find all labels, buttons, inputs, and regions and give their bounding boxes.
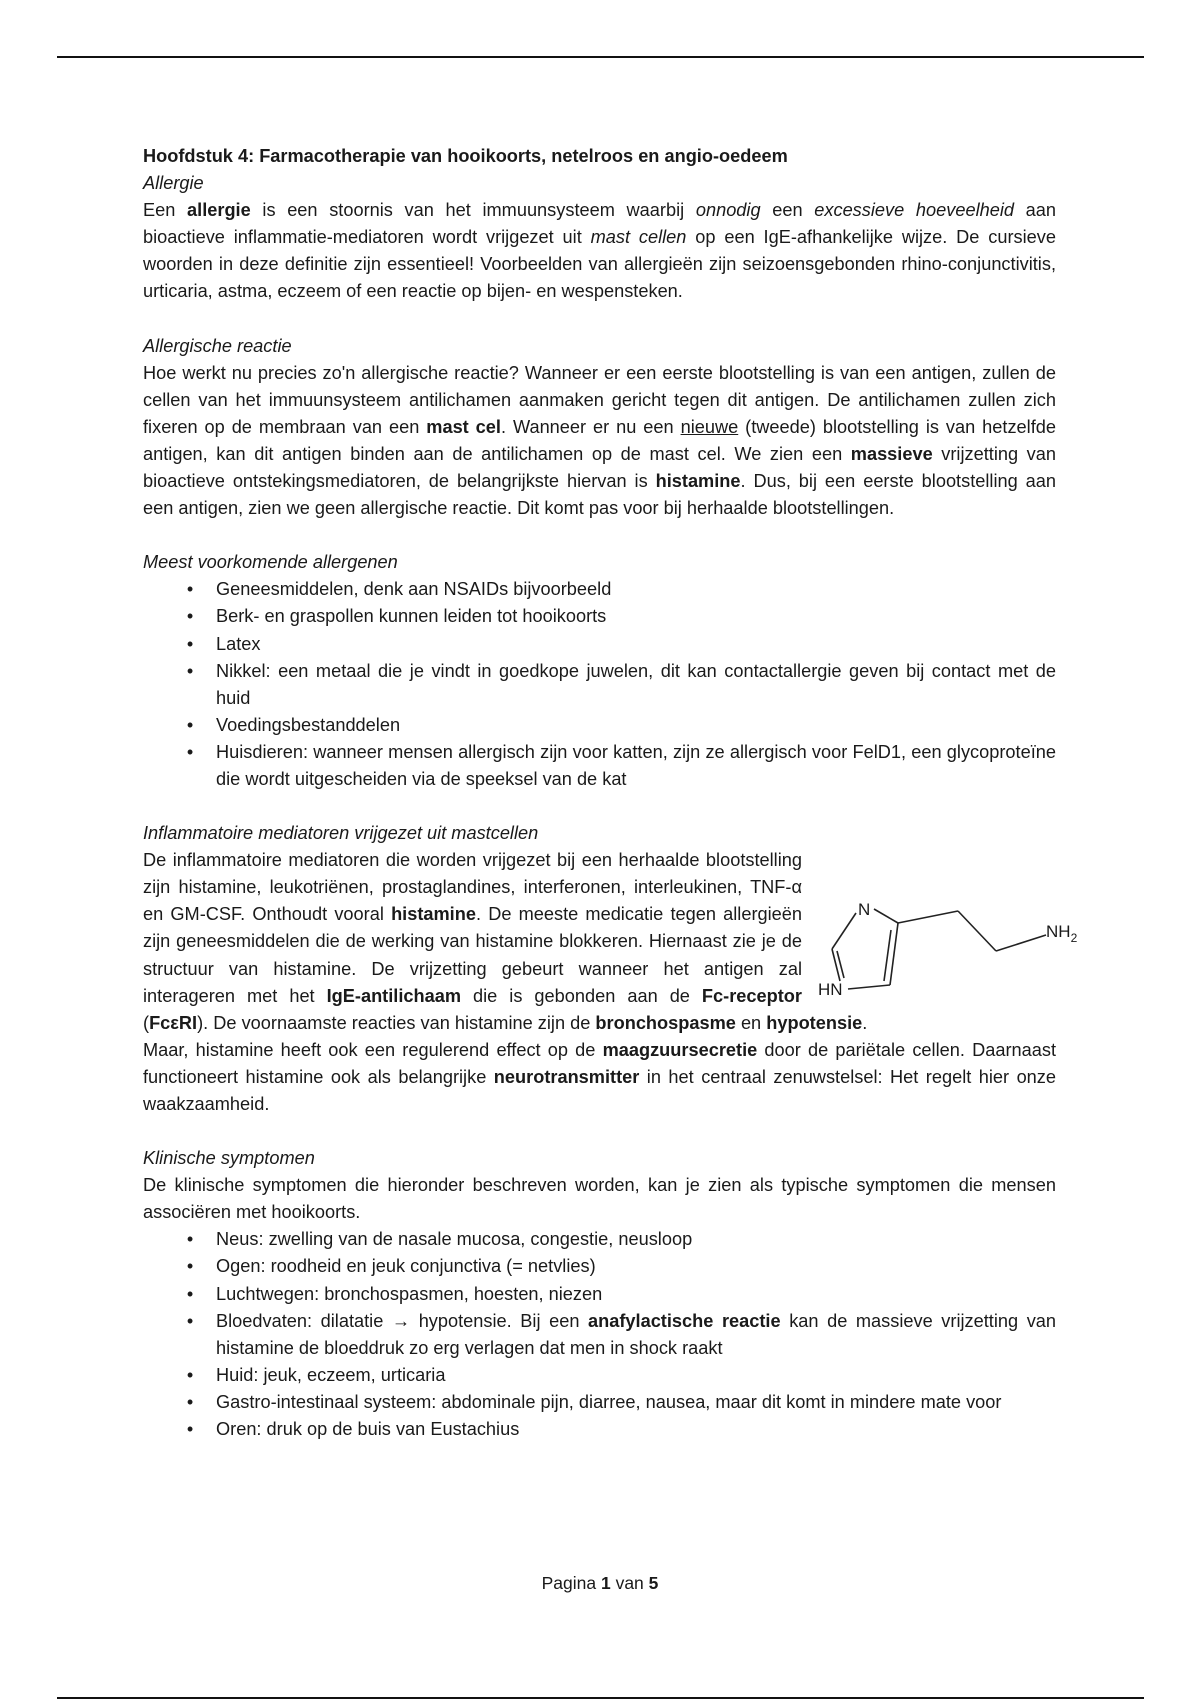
bullet-icon: •: [186, 1419, 194, 1440]
allergie-paragraph: Een allergie is een stoornis van het immuunsysteem waarbij onnodig een excessieve hoeveelheid aan bioactieve inflammatie-mediatoren wordt vrijgezet uit mast cellen op een IgE-afhankelijke wijze. De cursieve woorden in deze definitie zijn essentieel! Voorbeelden van allergieën zijn seizoensgebonden rhino-conjunctivitis, urticaria, astma, eczeem of een reactie op bijen- en wespensteken.: [143, 200, 1057, 302]
allergenen-list: [143, 576, 1056, 793]
list-item: • Luchtwegen: bronchospasmen, hoesten, niezen: [143, 1281, 1056, 1308]
term-allergie: allergie: [187, 200, 251, 221]
list-item: • Neus: zwelling van de nasale mucosa, congestie, neusloop: [143, 1226, 1056, 1253]
atom-nh2-label: $NH_2$: [1046, 922, 1078, 946]
atom-hn-label: HN: [818, 980, 843, 1000]
bullet-icon: •: [186, 633, 194, 654]
mediatoren-block: [143, 847, 1078, 1037]
term-onnodig: onnodig: [695, 200, 761, 221]
section-heading-reactie: Allergische reactie: [143, 335, 292, 356]
histamine-structure: [818, 900, 1078, 1009]
list-item: • Huisdieren: wanneer mensen allergisch zijn voor katten, zijn ze allergisch voor FelD1, een glycoproteïne die wordt uitgescheiden via de speeksel van de kat: [143, 739, 1056, 793]
list-item: • Gastro-intestinaal systeem: abdominale pijn, diarree, nausea, maar dit komt in mindere mate voor: [143, 1389, 1056, 1416]
section-heading-mediatoren: Inflammatoire mediatoren vrijgezet uit mastcellen: [143, 823, 539, 844]
bullet-icon: •: [186, 1310, 194, 1331]
list-item: • Voedingsbestanddelen: [143, 712, 1056, 739]
bottom-rule: [57, 1697, 1144, 1699]
bullet-icon: •: [186, 660, 194, 681]
term-mast-cellen: mast cellen: [590, 227, 687, 248]
reactie-paragraph: Hoe werkt nu precies zo'n allergische reactie? Wanneer er een eerste blootstelling is van een antigen, zullen de cellen van het immuunsysteem antilichamen aanmaken gericht tegen dit antigen. De antilichamen zullen zich fixeren op de membraan van een mast cel. Wanneer er nu een nieuwe (tweede) blootstelling is van hetzelfde antigen, kan dit antigen binden aan de antilichamen op de mast cel. We zien een massieve vrijzetting van bioactieve ontstekingsmediatoren, de belangrijkste hiervan is histamine. Dus, bij een eerste blootstelling aan een antigen, zien we geen allergische reactie. Dit komt pas voor bij herhaalde blootstellingen.: [143, 362, 1057, 519]
bullet-icon: •: [186, 1283, 194, 1304]
arrow-icon: →: [391, 1310, 411, 1331]
bullet-icon: •: [186, 1256, 194, 1277]
bullet-icon: •: [186, 1391, 194, 1412]
page-body: [143, 143, 1078, 1443]
section-heading-allergenen: Meest voorkomende allergenen: [143, 552, 398, 573]
list-item: • Ogen: roodheid en jeuk conjunctiva (= netvlies): [143, 1253, 1056, 1280]
top-rule: [57, 56, 1144, 58]
symptomen-list: [143, 1226, 1056, 1443]
bullet-icon: •: [186, 1229, 194, 1250]
list-item: • Oren: druk op de buis van Eustachius: [143, 1416, 1056, 1443]
bullet-icon: •: [186, 606, 194, 627]
symptomen-intro: De klinische symptomen die hieronder beschreven worden, kan je zien als typische symptomen die mensen associëren met hooikoorts.: [143, 1175, 1056, 1223]
list-item: • Bloedvaten: dilatatie → hypotensie. Bij een anafylactische reactie kan de massieve vrijzetting van histamine de bloeddruk zo erg verlagen dat men in shock raakt: [143, 1308, 1056, 1362]
page-footer: Pagina 1 van 5: [541, 1573, 659, 1593]
list-item: • Berk- en graspollen kunnen leiden tot hooikoorts: [143, 603, 1056, 630]
bullet-icon: •: [186, 741, 194, 762]
atom-n-label: N: [858, 900, 871, 920]
mediatoren-paragraph: De inflammatoire mediatoren die worden vrijgezet bij een herhaalde blootstelling zijn histamine, leukotriënen, prostaglandines, interferonen, interleukinen, TNF-α en GM-CSF. Onthoudt vooral histamine. De meeste medicatie tegen allergieën zijn geneesmiddelen die de werking van histamine blokkeren. Hiernaast zie je de structuur van histamine. De vrijzetting gebeurt wanneer het antigen zal interageren met het IgE-antilichaam die is gebonden aan de Fc-receptor (FcεRI). De voornaamste reacties van histamine zijn de bronchospasme en hypotensie.: [143, 850, 868, 1033]
term-excessieve-hoeveelheid: excessieve hoeveelheid: [814, 200, 1014, 221]
page-number-current: 1: [600, 1573, 611, 1593]
list-item: • Geneesmiddelen, denk aan NSAIDs bijvoorbeeld: [143, 576, 1056, 603]
chapter-title: Hoofdstuk 4: Farmacotherapie van hooikoorts, netelroos en angio-oedeem: [143, 146, 788, 166]
section-heading-allergie: Allergie: [143, 173, 204, 194]
list-item: • Nikkel: een metaal die je vindt in goedkope juwelen, dit kan contactallergie geven bij contact met de huid: [143, 658, 1056, 712]
list-item: • Latex: [143, 631, 1056, 658]
page-number-total: 5: [648, 1573, 659, 1593]
mediatoren-paragraph-2: Maar, histamine heeft ook een regulerend effect op de maagzuursecretie door de pariëtale cellen. Daarnaast functioneert histamine ook als belangrijke neurotransmitter in het centraal zenuwstelsel: Het regelt hier onze waakzaamheid.: [143, 1039, 1057, 1114]
bullet-icon: •: [186, 1364, 194, 1385]
list-item: • Huid: jeuk, eczeem, urticaria: [143, 1362, 1056, 1389]
section-heading-symptomen: Klinische symptomen: [143, 1148, 315, 1169]
bullet-icon: •: [186, 714, 194, 735]
bullet-icon: •: [186, 579, 194, 600]
